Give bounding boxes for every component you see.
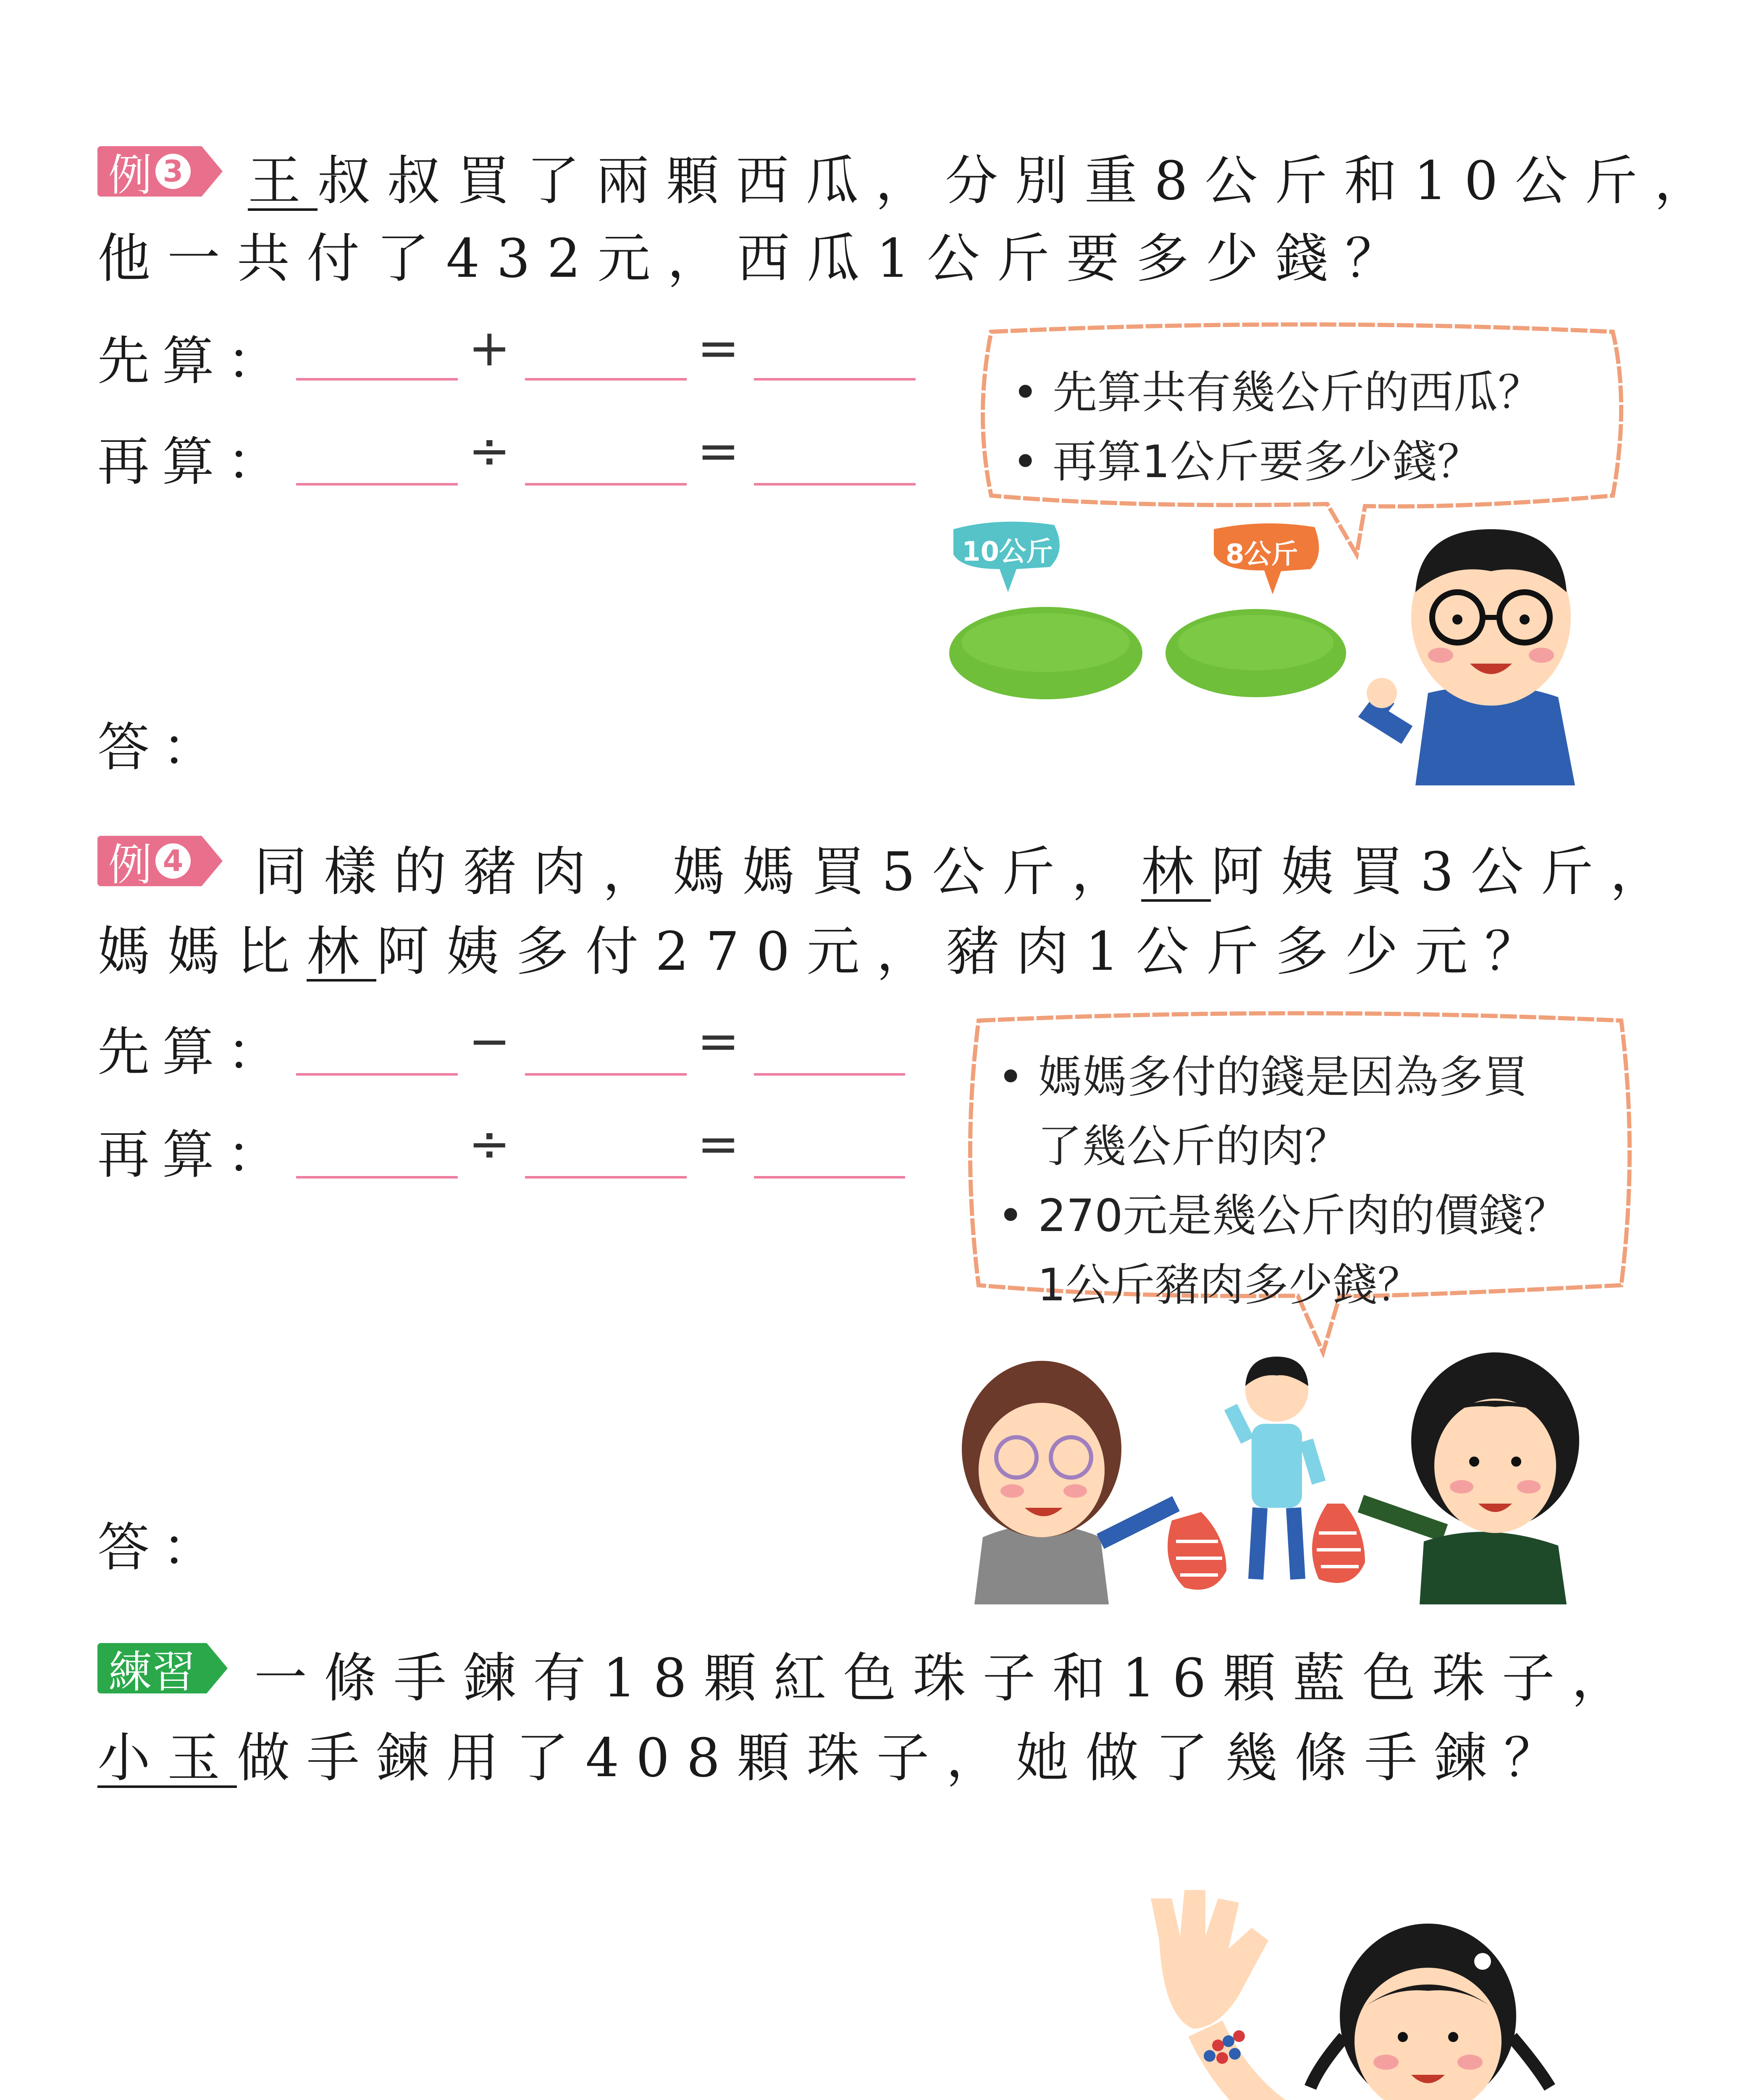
divide-sign: ÷ <box>468 1115 511 1173</box>
example-3-step1-blank-result[interactable] <box>754 378 916 381</box>
example-3-question-line-2: 他一共付了432元，西瓜1公斤要多少錢？ <box>97 228 1415 289</box>
example-3-step2-blank-result[interactable] <box>754 483 916 486</box>
example-3-step1-blank-b[interactable] <box>525 378 687 381</box>
pork-bag-icon <box>1312 1504 1365 1583</box>
name-xiaoyu: 小玉 <box>97 1727 237 1789</box>
example-4-step2-label: 再算： <box>97 1125 292 1185</box>
name-lin: 林 <box>307 921 376 982</box>
example-3-hint-1: • 先算共有幾公斤的西瓜？ <box>1012 367 1543 418</box>
equals-sign: = <box>697 1012 740 1071</box>
equals-sign: = <box>697 319 740 378</box>
example-4-step2-blank-b[interactable] <box>525 1176 687 1179</box>
example-3-step2-blank-b[interactable] <box>525 483 687 486</box>
example-4-tag: 例 4 <box>97 836 223 886</box>
equals-sign: = <box>697 1115 740 1173</box>
girl-with-bracelet-illustration <box>1134 1890 1659 2100</box>
example-4-step1-blank-b[interactable] <box>525 1073 687 1076</box>
example-3-step1-blank-a[interactable] <box>296 378 458 381</box>
name-wang: 王 <box>248 150 318 212</box>
uncle-wang-illustration <box>1357 517 1642 785</box>
example-4-step1-label: 先算： <box>97 1022 292 1082</box>
pork-bag-icon <box>1168 1512 1226 1590</box>
example-3-step2-label: 再算： <box>97 432 292 492</box>
practice-question-line-2: 小玉做手鍊用了408顆珠子，她做了幾條手鍊？ <box>97 1727 1574 1789</box>
melon-tag-10kg-label: 10公斤 <box>962 536 1053 567</box>
example-4-step2-blank-result[interactable] <box>754 1176 905 1179</box>
example-4-hint-1: • 媽媽多付的錢是因為多買 <box>998 1051 1528 1103</box>
name-lin: 林 <box>1141 841 1211 903</box>
plus-sign: + <box>468 319 511 378</box>
example-4-answer-label: 答： <box>97 1517 227 1578</box>
melon-tag-8kg-label: 8公斤 <box>1226 539 1298 570</box>
equals-sign: = <box>697 422 740 480</box>
example-3-answer-label: 答： <box>97 717 227 778</box>
practice-tag: 練習 <box>97 1643 228 1693</box>
example-4-hint-2-cont: 1公斤豬肉多少錢？ <box>1037 1259 1422 1311</box>
minus-sign: − <box>468 1012 511 1071</box>
example-4-step1-blank-a[interactable] <box>296 1073 458 1076</box>
example-3-step1-label: 先算： <box>97 331 292 391</box>
example-3-hint-2: • 再算1公斤要多少錢？ <box>1012 436 1482 488</box>
example-4-question-line-2: 媽媽比林阿姨多付270元，豬肉1公斤多少元？ <box>97 921 1554 982</box>
example-4-step1-blank-result[interactable] <box>754 1073 905 1076</box>
divide-sign: ÷ <box>468 422 511 480</box>
practice-question-line-1: 一條手鍊有18顆紅色珠子和16顆藍色珠子， <box>254 1647 1641 1709</box>
example-3-step2-blank-a[interactable] <box>296 483 458 486</box>
example-4-step2-blank-a[interactable] <box>296 1176 458 1179</box>
example-4-hint-1-cont: 了幾公斤的肉？ <box>1037 1121 1349 1172</box>
example-3-question-line-1: 王叔叔買了兩顆西瓜，分別重8公斤和10公斤， <box>248 150 1724 212</box>
family-buying-pork-illustration <box>941 1344 1655 1613</box>
example-4-number: 4 <box>155 843 191 879</box>
example-3-number: 3 <box>155 154 191 189</box>
example-3-tag: 例 3 <box>97 146 223 197</box>
example-4-hint-2: • 270元是幾公斤肉的價錢？ <box>998 1190 1568 1242</box>
example-4-question-line-1: 同樣的豬肉，媽媽買5公斤，林阿姨買3公斤， <box>254 841 1680 903</box>
